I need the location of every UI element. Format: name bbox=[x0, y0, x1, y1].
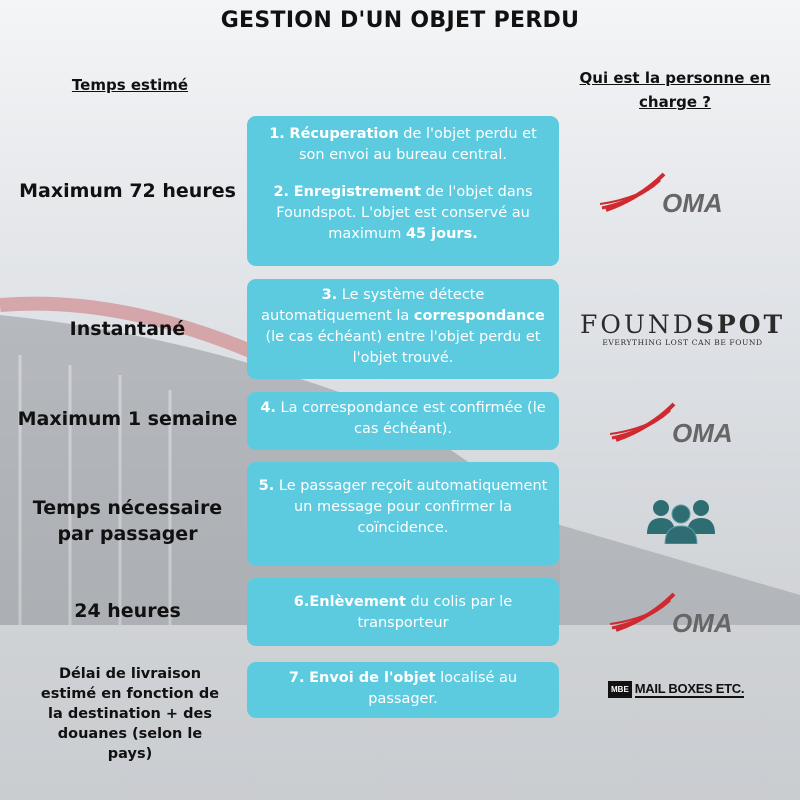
page-title: GESTION D'UN OBJET PERDU bbox=[220, 8, 580, 33]
mailboxes-logo: MBE MAIL BOXES ETC. bbox=[608, 681, 744, 698]
time-row-6: Délai de livraison estimé en fonction de la destination + des douanes (selon le pays) bbox=[40, 666, 220, 762]
step-box-5: 5. Le passager reçoit automatiquement un message pour confirmer la coïncidence. bbox=[247, 462, 559, 566]
foundspot-logo: FOUNDSPOT EVERYTHING LOST CAN BE FOUND bbox=[580, 310, 786, 347]
step-box-1-2 bbox=[247, 116, 559, 266]
step-1: 1. Récuperation de l'objet perdu et son envoi au bureau central. bbox=[269, 126, 537, 163]
oma-logo bbox=[610, 400, 760, 452]
oma-logo bbox=[600, 170, 750, 222]
step-box-4: 4. La correspondance est confirmée (le cas échéant). bbox=[247, 392, 559, 450]
step-2: 2. Enregistrement de l'objet dans Foundspot. L'objet est conservé au maximum 45 jours. bbox=[273, 184, 533, 242]
time-row-1: Maximum 72 heures bbox=[19, 180, 236, 202]
svg-text:OMA: OMA bbox=[662, 188, 723, 218]
time-row-2: Instantané bbox=[69, 318, 186, 340]
time-row-3: Maximum 1 semaine bbox=[17, 408, 238, 430]
step-box-7: 7. Envoi de l'objet localisé au passager. bbox=[247, 662, 559, 718]
people-icon bbox=[645, 496, 717, 548]
step-box-6: 6.Enlèvement du colis par le transporteur bbox=[247, 578, 559, 646]
time-row-5: 24 heures bbox=[74, 600, 181, 622]
time-row-4: Temps nécessaire par passager bbox=[32, 497, 223, 545]
header-estimated-time: Temps estimé bbox=[71, 76, 189, 94]
step-box-3: 3. Le système détecte automatiquement la correspondance (le cas échéant) entre l'objet perdu et l'objet trouvé. bbox=[247, 279, 559, 379]
svg-text:OMA: OMA bbox=[672, 418, 733, 448]
header-person-in-charge: Qui est la personne en charge ? bbox=[579, 69, 771, 111]
svg-text:OMA: OMA bbox=[672, 608, 733, 638]
oma-logo bbox=[610, 590, 760, 642]
